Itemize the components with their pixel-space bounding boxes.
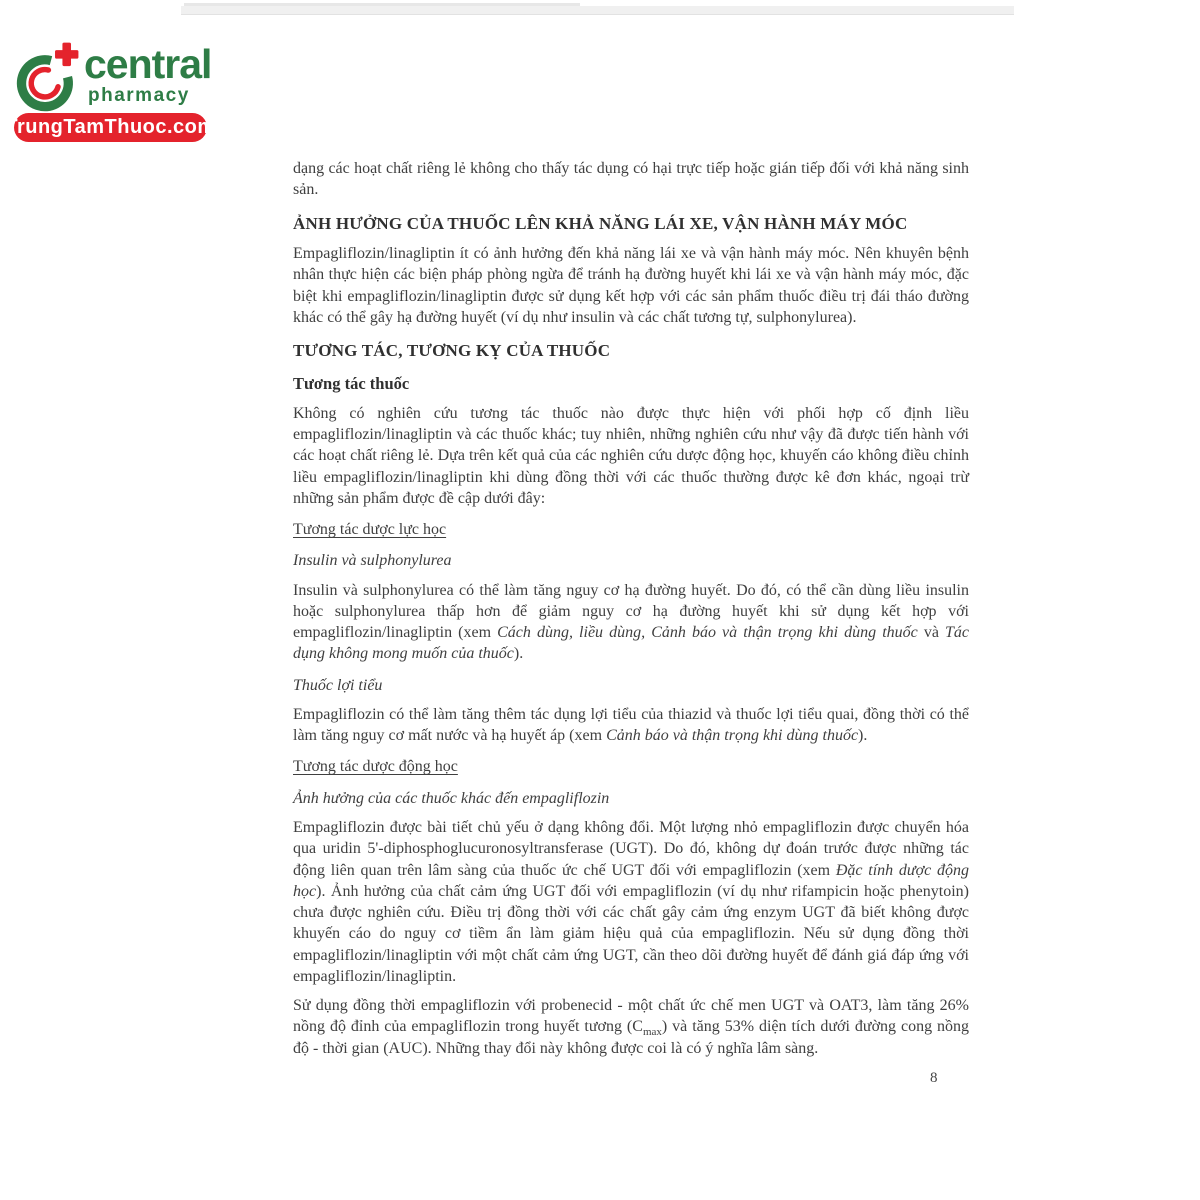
paragraph-no-interaction-studies: Không có nghiên cứu tương tác thuốc nào được thực hiện với phối hợp cố định liều empagliflozin/linagliptin và các thuốc khác; tuy nhiên, những nghiên cứu như vậy đã được tiến hành với các hoạt chất riêng lẻ. Dựa trên kết quả của các nghiên cứu dược động học, khuyến cáo không điều chỉnh liều empagliflozin/linagliptin khi dùng đồng thời với các thuốc thường được kê đơn khác, ngoại trừ những sản phẩm được đề cập dưới đây:: [293, 404, 969, 507]
logo-website-badge: TrungTamThuoc.com: [14, 113, 207, 142]
document-body: [293, 150, 969, 1067]
paragraph-ugt: [293, 817, 969, 987]
central-pharmacy-logo: [5, 36, 224, 146]
text-segment: và: [917, 624, 946, 642]
text-segment: ) và tăng 53% diện tích dưới đường cong nồng độ - thời gian (AUC). Những thay đổi này không được coi là có ý nghĩa lâm sàng.: [293, 1018, 970, 1057]
text-segment: Sử dụng đồng thời empagliflozin với probenecid - một chất ức chế men UGT và OAT3, làm tăng 26% nồng độ đỉnh của empagliflozin trong huyết tương (C: [293, 997, 969, 1036]
text-segment: Empagliflozin có thể làm tăng thêm tác dụng lợi tiểu của thiazid và thuốc lợi tiểu quai, đồng thời có thể làm tăng nguy cơ mất nước và hạ huyết áp (xem: [293, 705, 969, 745]
subheading-pharmacokinetic-interactions: Tương tác dược động học: [293, 758, 458, 776]
reference-italic: Cảnh báo và thận trọng khi dùng thuốc: [606, 727, 859, 745]
subscript-max: max: [642, 1026, 662, 1039]
text-segment: Insulin và sulphonylurea có thể làm tăng nguy cơ hạ đường huyết. Do đó, có thể cần dùng liều insulin hoặc sulphonylurea thấp hơn để giảm nguy cơ hạ đường huyết khi sử dụng kết hợp với empagliflozin/linagliptin (xem: [293, 581, 969, 642]
logo-brand-text: central: [84, 41, 212, 87]
reference-italic: Cách dùng, liều dùng, Cảnh báo và thận trọng khi dùng thuốc: [497, 624, 918, 642]
subheading-diuretics: Thuốc lợi tiểu: [293, 676, 383, 694]
text-segment: Empagliflozin được bài tiết chủ yếu ở dạng không đổi. Một lượng nhỏ empagliflozin được chuyển hóa qua uridin 5'-diphosphoglucuronosyltransferase (UGT). Do đó, không dự đoán trước được những tác động liên quan trên lâm sàng của thuốc ức chế UGT đối với empagliflozin (xem: [293, 819, 969, 879]
paragraph-diuretics: [293, 704, 969, 747]
reference-italic: Đặc tính dược động học: [293, 861, 969, 900]
paragraph-driving: Empagliflozin/linagliptin ít có ảnh hưởng đến khả năng lái xe và vận hành máy móc. Nên khuyên bệnh nhân thực hiện các biện pháp phòng ngừa để tránh hạ đường huyết khi lái xe và vận hành máy móc, đặc biệt khi empagliflozin/linagliptin được sử dụng kết hợp với các sản phẩm thuốc điều trị đái tháo đường khác có thể gây hạ đường huyết (ví dụ như insulin và các chất tương tự, sulphonylurea).: [293, 245, 969, 326]
subheading-other-drugs-effect: Ảnh hưởng của các thuốc khác đến empagliflozin: [293, 789, 610, 807]
reference-italic: Tác dụng không mong muốn của thuốc: [293, 624, 970, 663]
text-segment: ).: [513, 645, 524, 663]
heading-driving-machines: ẢNH HƯỞNG CỦA THUỐC LÊN KHẢ NĂNG LÁI XE, VẬN HÀNH MÁY MÓC: [293, 213, 908, 233]
logo-subtitle-text: pharmacy: [88, 85, 190, 106]
heading-interactions-incompatibilities: TƯƠNG TÁC, TƯƠNG KỴ CỦA THUỐC: [293, 341, 611, 361]
text-segment: ).: [858, 727, 868, 745]
paragraph-reproduction-continuation: dạng các hoạt chất riêng lẻ không cho thấy tác dụng có hại trực tiếp hoặc gián tiếp đối với khả năng sinh sản.: [293, 160, 969, 199]
subheading-drug-interactions: Tương tác thuốc: [293, 373, 410, 393]
subheading-pharmacodynamic-interactions: Tương tác dược lực học: [293, 521, 447, 539]
page-number: 8: [930, 1070, 938, 1086]
text-segment: ). Ảnh hưởng của chất cảm ứng UGT đối với empagliflozin (ví dụ như rifampicin hoặc phenytoin) chưa được nghiên cứu. Điều trị đồng thời với các chất gây cảm ứng enzym UGT đã biết không được khuyến cáo do nguy cơ tiềm ẩn làm giảm hiệu quả của empagliflozin. Nếu sử dụng đồng thời empagliflozin/linagliptin với một chất cảm ứng UGT, cần theo dõi đường huyết để đánh giá đáp ứng với empagliflozin/linagliptin.: [293, 882, 969, 985]
scan-artifact-bar: [181, 6, 1014, 15]
paragraph-insulin: [293, 580, 969, 665]
paragraph-probenecid: [293, 995, 969, 1059]
central-pharmacy-c-icon: [14, 38, 82, 116]
subheading-insulin-sulphonylurea: Insulin và sulphonylurea: [293, 552, 452, 570]
